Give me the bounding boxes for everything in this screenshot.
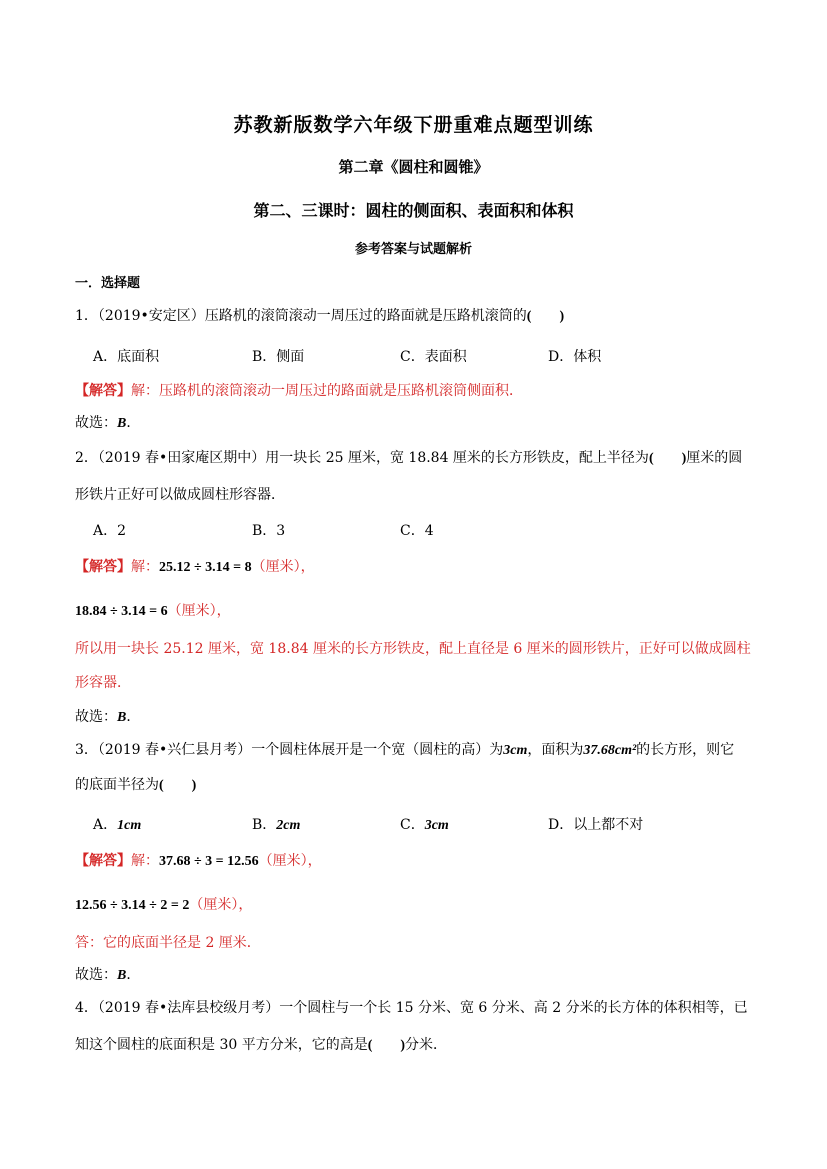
chapter-title: 第二章《圆柱和圆锥》 bbox=[338, 158, 489, 176]
q3-option-d: D．以上都不对 bbox=[548, 817, 644, 833]
lesson-title: 第二、三课时：圆柱的侧面积、表面积和体积 bbox=[253, 201, 574, 220]
q3-solution-line2: 12.56 ÷ 3.14 ÷ 2 = 2（厘米）， bbox=[75, 897, 253, 913]
q3-stem: 3．（2019 春•兴仁县月考）一个圆柱体展开是一个宽（圆柱的高）为3cm，面积为37.68cm²的长方形，则它 bbox=[75, 742, 735, 758]
q1-option-d: D．体积 bbox=[548, 349, 602, 365]
q2-choice: 故选：B． bbox=[75, 709, 141, 725]
q1-option-b: B．侧面 bbox=[252, 349, 305, 365]
subtitle: 参考答案与试题解析 bbox=[354, 242, 472, 257]
q3-option-c: C．3cm bbox=[400, 817, 449, 833]
q3-solution-line1: 【解答】解：37.68 ÷ 3 = 12.56（厘米）， bbox=[75, 853, 322, 869]
section-heading: 一．选择题 bbox=[75, 276, 141, 291]
answer-blank: ( ) bbox=[648, 451, 687, 466]
q3-stem-cont: 的底面半径为( ) bbox=[75, 777, 197, 793]
q1-option-a: A．底面积 bbox=[93, 349, 160, 365]
q2-stem: 2．（2019 春•田家庵区期中）用一块长 25 厘米，宽 18.84 厘米的长方形铁皮，配上半径为( )厘米的圆 bbox=[75, 450, 743, 466]
q1-choice: 故选：B． bbox=[75, 415, 141, 431]
q3-answer: 答：它的底面半径是 2 厘米． bbox=[75, 935, 261, 951]
q4-stem: 4．（2019 春•法库县校级月考）一个圆柱与一个长 15 分米、宽 6 分米、高 2 分米的长方体的体积相等，已 bbox=[75, 1000, 748, 1016]
q2-option-c: C．4 bbox=[400, 523, 434, 539]
q1-solution: 【解答】解：压路机的滚筒滚动一周压过的路面就是压路机滚筒侧面积． bbox=[75, 383, 523, 399]
answer-blank: ( ) bbox=[367, 1038, 406, 1053]
q3-option-a: A．1cm bbox=[93, 817, 142, 833]
q4-stem-cont: 知这个圆柱的底面积是 30 平方分米，它的高是( )分米． bbox=[75, 1037, 448, 1053]
q2-conclusion-cont: 形容器． bbox=[75, 675, 131, 691]
q3-option-b: B．2cm bbox=[252, 817, 301, 833]
q2-solution-line1: 【解答】解：25.12 ÷ 3.14 = 8（厘米）， bbox=[75, 559, 315, 575]
answer-blank: ( ) bbox=[159, 778, 197, 793]
q3-choice: 故选：B． bbox=[75, 967, 141, 983]
q2-option-b: B．3 bbox=[252, 523, 286, 539]
q1-stem: 1．（2019•安定区）压路机的滚筒滚动一周压过的路面就是压路机滚筒的( ) bbox=[75, 308, 565, 324]
q2-conclusion: 所以用一块长 25.12 厘米，宽 18.84 厘米的长方形铁皮，配上直径是 6 厘米的圆形铁片，正好可以做成圆柱 bbox=[75, 641, 751, 657]
answer-blank: ( ) bbox=[526, 309, 565, 324]
doc-title: 苏教新版数学六年级下册重难点题型训练 bbox=[233, 114, 594, 136]
q2-option-a: A．2 bbox=[93, 523, 127, 539]
q1-option-c: C．表面积 bbox=[400, 349, 467, 365]
q2-solution-line2: 18.84 ÷ 3.14 = 6（厘米）， bbox=[75, 603, 231, 619]
q2-stem-cont: 形铁片正好可以做成圆柱形容器． bbox=[75, 487, 285, 503]
